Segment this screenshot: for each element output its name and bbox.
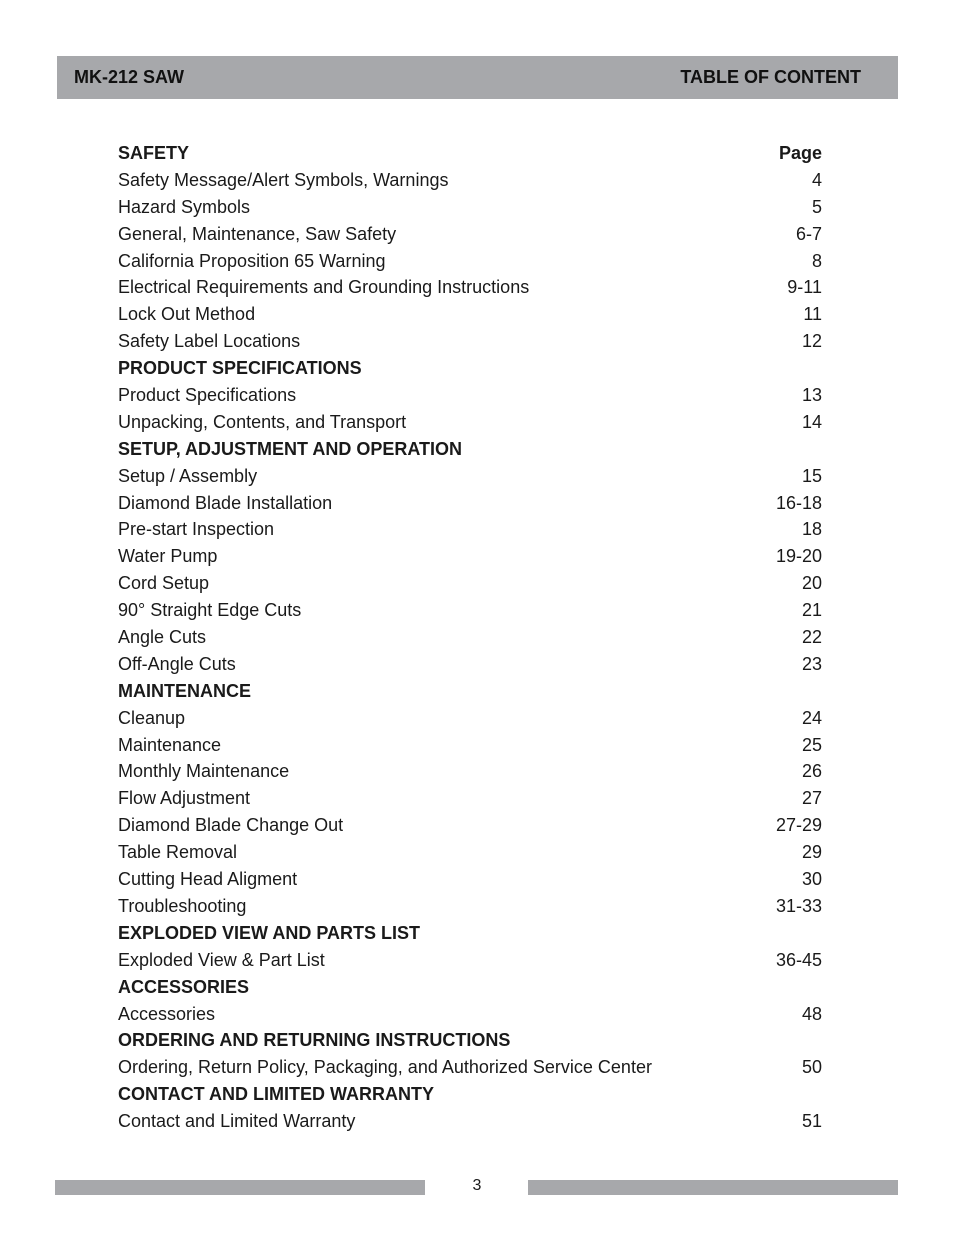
toc-entry [118,490,822,517]
page-number: 3 [472,1177,482,1194]
toc-label: General, Maintenance, Saw Safety [118,223,397,244]
toc-page-number: 15 [801,465,822,486]
toc-entry [118,732,822,759]
toc-page-number: 8 [811,250,822,271]
document-title: MK-212 SAW [74,67,185,87]
section-title: TABLE OF CONTENT [680,67,861,87]
toc-page-number: 19-20 [775,546,822,567]
toc-page-number: 30 [801,869,822,890]
toc-label: Unpacking, Contents, and Transport [118,411,407,432]
toc-section-heading [118,678,822,705]
toc-page-number: 25 [801,734,822,755]
toc-page-number: 4 [811,169,822,190]
toc-entry [118,543,822,570]
toc-label: Safety Message/Alert Symbols, Warnings [118,169,449,190]
toc-label: EXPLODED VIEW AND PARTS LIST [118,922,421,943]
toc-label: Cord Setup [118,573,210,594]
toc-entry [118,866,822,893]
toc-page-number: 23 [801,653,822,674]
toc-page-number: 24 [801,707,822,728]
footer-bar-left [55,1180,425,1195]
toc-section-heading [118,140,822,167]
toc-entry [118,409,822,436]
toc-label: Flow Adjustment [118,788,251,809]
toc-label: Off-Angle Cuts [118,653,236,674]
toc-entry [118,221,822,248]
toc-label: Exploded View & Part List [118,949,325,970]
toc-entry [118,624,822,651]
toc-page-number: Page [778,143,822,163]
toc-page-number: 9-11 [787,277,822,298]
toc-label: MAINTENANCE [118,680,251,701]
toc-label: CONTACT AND LIMITED WARRANTY [118,1084,434,1105]
toc-entry [118,597,822,624]
toc-label: Lock Out Method [118,304,256,325]
toc-label: SAFETY [118,143,190,163]
toc-label: Diamond Blade Change Out [118,815,344,836]
toc-page-number: 27 [801,788,822,809]
toc-label: Cleanup [118,707,186,728]
toc-page-number: 18 [801,519,822,540]
toc-page-number: 14 [801,411,822,432]
toc-label: Troubleshooting [118,895,247,916]
toc-entry [118,651,822,678]
toc-page-number: 29 [801,842,822,863]
toc-page-number: 6-7 [795,223,822,244]
toc-page-number: 21 [801,600,822,621]
toc-entry [118,812,822,839]
toc-label: Product Specifications [118,385,297,406]
toc-page-number: 26 [801,761,822,782]
toc-entry [118,248,822,275]
table-of-contents [118,140,822,1135]
toc-entry [118,516,822,543]
footer-bar-right [528,1180,898,1195]
toc-entry [118,274,822,301]
toc-label: Electrical Requirements and Grounding Instructions [118,277,530,298]
toc-label: Setup / Assembly [118,465,258,486]
toc-page-number: 11 [803,304,822,325]
toc-page-number: 13 [801,385,822,406]
toc-label: PRODUCT SPECIFICATIONS [118,358,362,379]
toc-entry [118,463,822,490]
toc-label: Ordering, Return Policy, Packaging, and Authorized Service Center [118,1057,652,1078]
toc-entry [118,570,822,597]
toc-section-heading [118,1081,822,1108]
toc-entry [118,194,822,221]
toc-page-number: 50 [801,1057,822,1078]
toc-entry [118,167,822,194]
toc-page-number: 12 [801,331,822,352]
toc-section-heading [118,1027,822,1054]
toc-label: Maintenance [118,734,222,755]
toc-label: California Proposition 65 Warning [118,250,386,271]
toc-entry [118,328,822,355]
toc-page-number: 31-33 [775,895,822,916]
toc-page-number: 16-18 [775,492,822,513]
toc-entry [118,1054,822,1081]
toc-entry [118,947,822,974]
toc-label: 90° Straight Edge Cuts [118,600,302,621]
toc-label: Contact and Limited Warranty [118,1111,356,1132]
toc-page-number: 27-29 [775,815,822,836]
toc-label: Hazard Symbols [118,196,251,217]
toc-page-number: 5 [811,196,822,217]
toc-label: Monthly Maintenance [118,761,290,782]
toc-label: Water Pump [118,546,218,567]
toc-label: Angle Cuts [118,627,207,648]
toc-entry [118,1108,822,1135]
toc-entry [118,382,822,409]
toc-entry [118,1001,822,1028]
toc-page-number: 51 [801,1111,822,1132]
toc-page-number: 48 [801,1003,822,1024]
toc-entry [118,758,822,785]
toc-entry [118,893,822,920]
toc-section-heading [118,920,822,947]
toc-section-heading [118,974,822,1001]
toc-label: SETUP, ADJUSTMENT AND OPERATION [118,438,463,459]
header-bar [57,56,898,99]
toc-entry [118,839,822,866]
toc-label: Cutting Head Aligment [118,869,298,890]
toc-entry [118,301,822,328]
toc-section-heading [118,436,822,463]
toc-label: ACCESSORIES [118,976,250,997]
toc-label: Pre-start Inspection [118,519,275,540]
toc-page-number: 20 [801,573,822,594]
toc-label: Safety Label Locations [118,331,301,352]
toc-section-heading [118,355,822,382]
toc-entry [118,705,822,732]
toc-entry [118,785,822,812]
toc-label: Accessories [118,1003,216,1024]
toc-page-number: 36-45 [775,949,822,970]
toc-label: ORDERING AND RETURNING INSTRUCTIONS [118,1030,511,1051]
toc-page-number: 22 [801,627,822,648]
toc-label: Table Removal [118,842,238,863]
toc-label: Diamond Blade Installation [118,492,333,513]
